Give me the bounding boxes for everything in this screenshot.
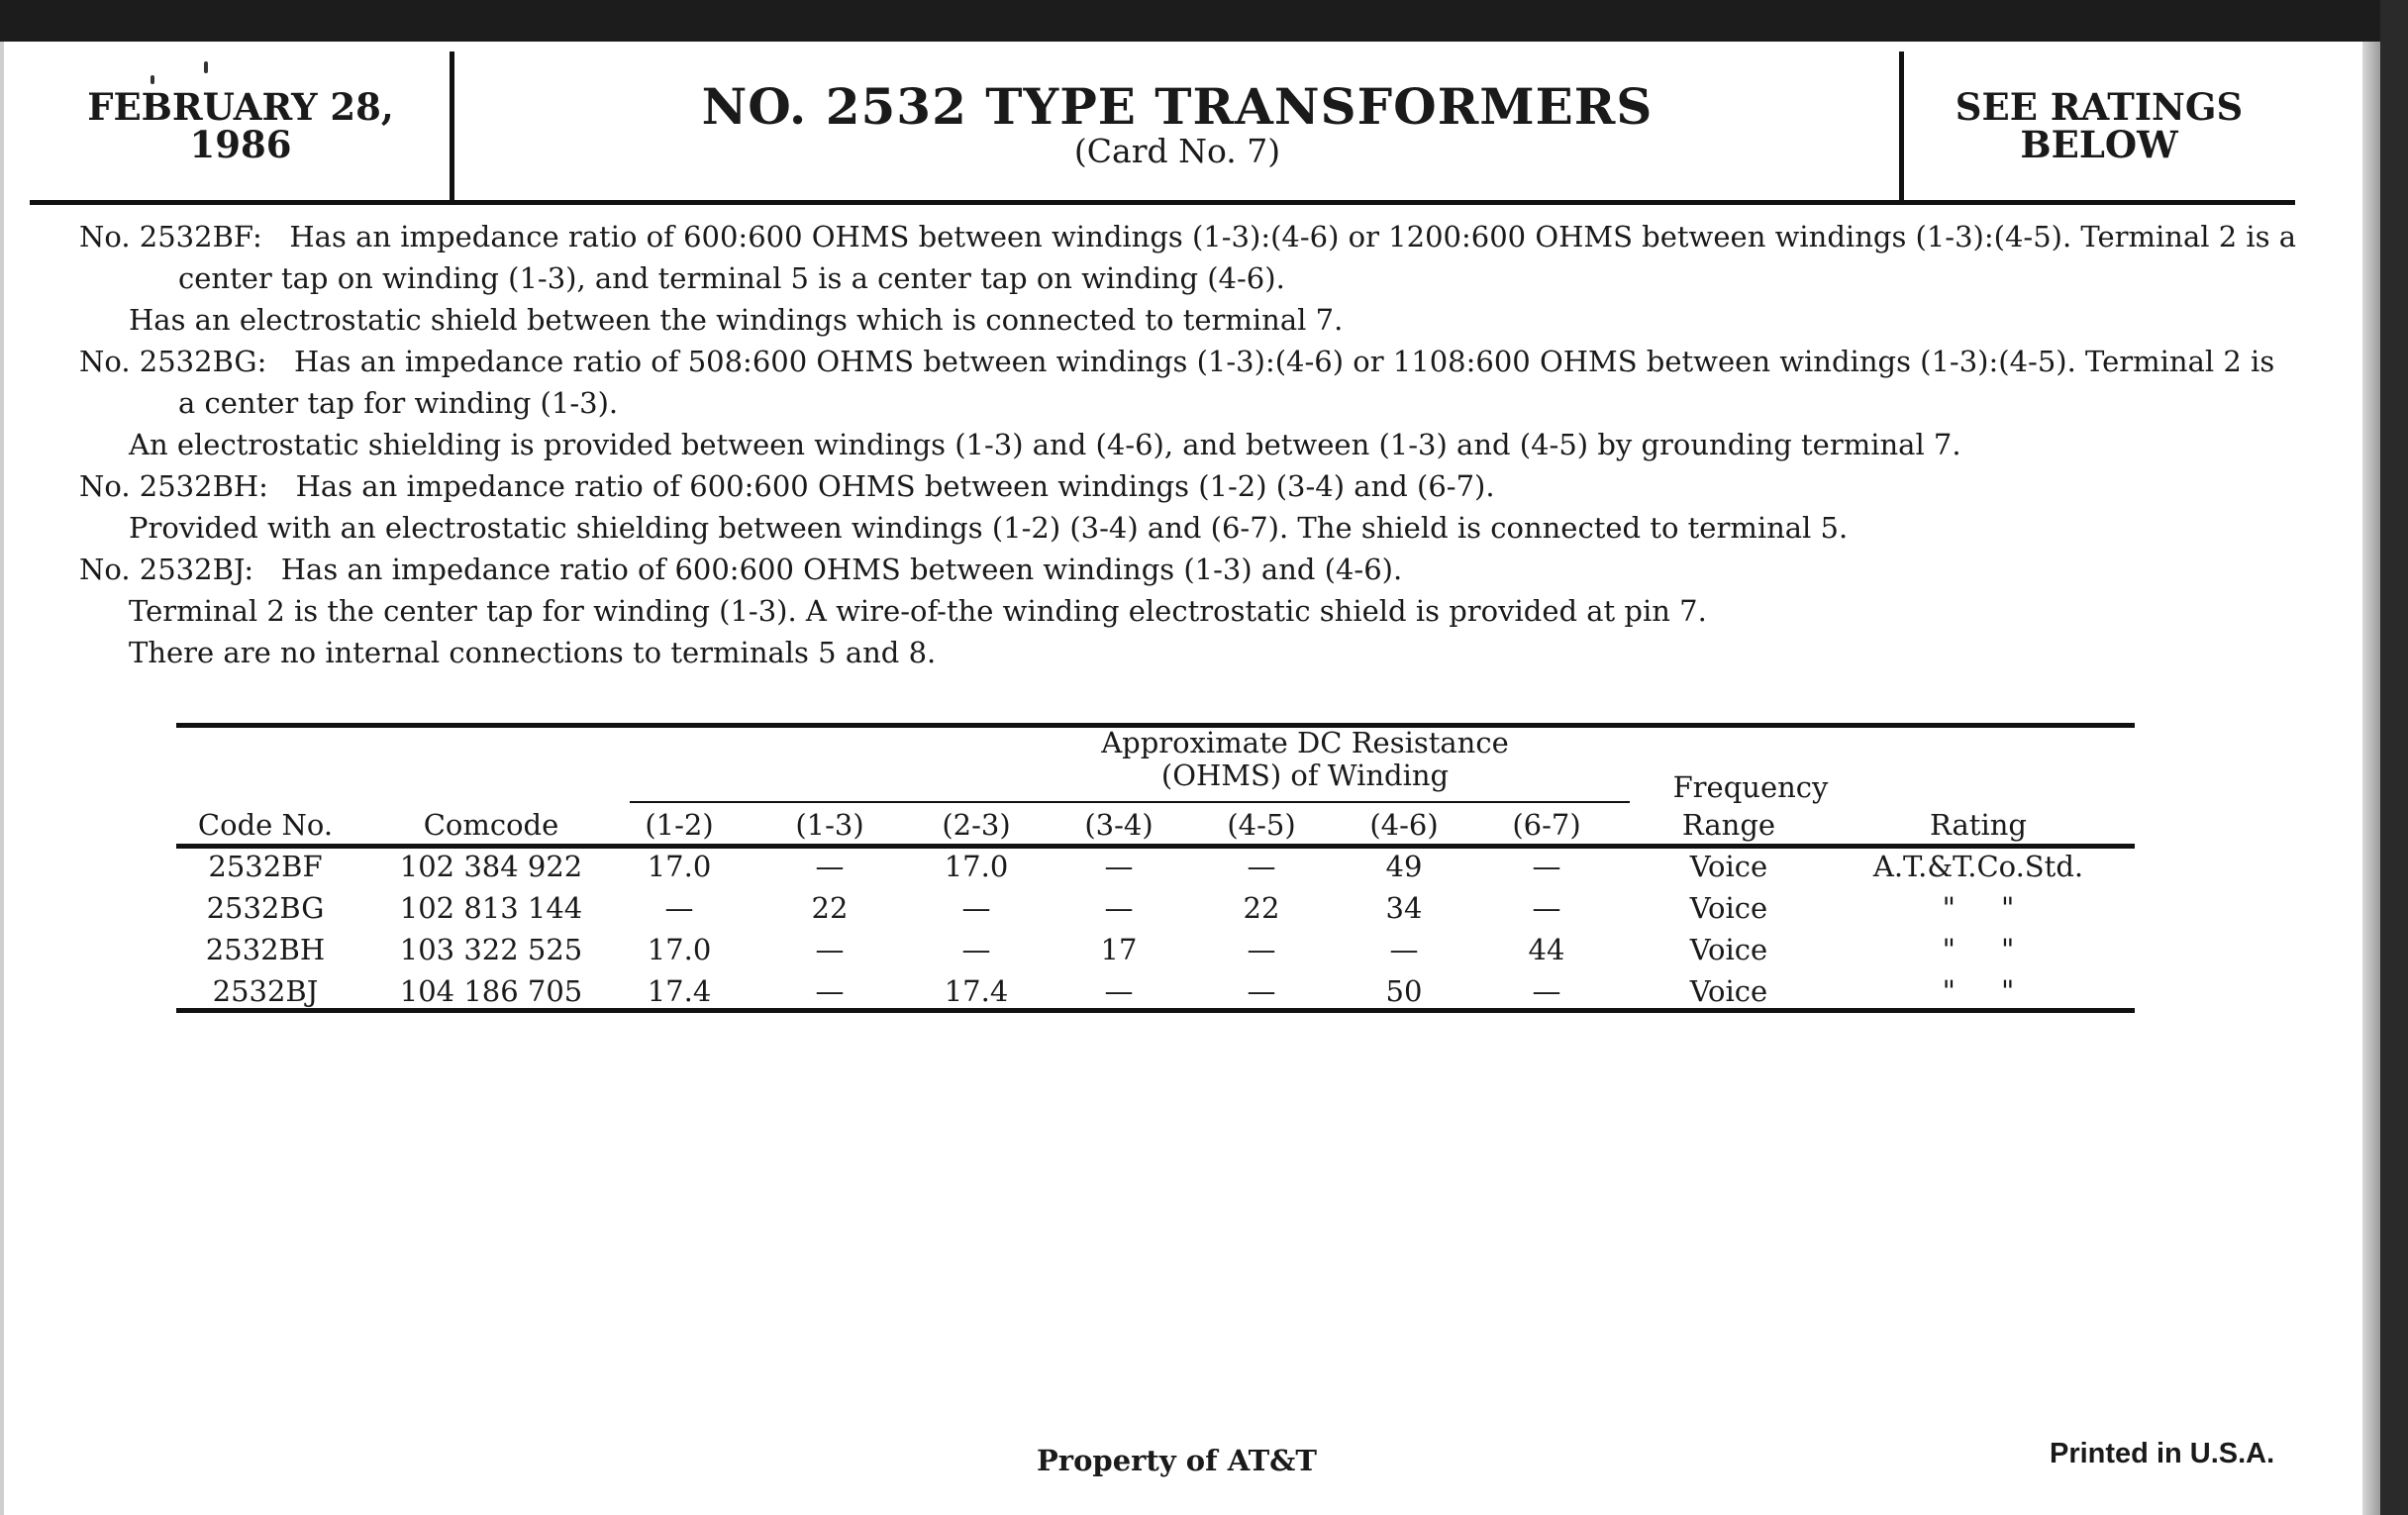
page-title: NO. 2532 TYPE TRANSFORMERS bbox=[701, 77, 1654, 136]
description-note: Has an electrostatic shield between the windings which is connected to terminal 7. bbox=[129, 303, 1344, 337]
card-number: (Card No. 7) bbox=[1073, 132, 1281, 170]
table-cell-winding-4-5: — bbox=[1247, 933, 1276, 966]
table-cell-winding-1-3: — bbox=[815, 850, 845, 883]
description-block bbox=[79, 216, 2297, 673]
table-cell-winding-1-2: — bbox=[664, 891, 694, 925]
table-cell-winding-4-6: 50 bbox=[1385, 974, 1423, 1008]
header-divider bbox=[450, 51, 454, 200]
table-cell-winding-3-4: — bbox=[1104, 974, 1134, 1008]
resistance-group-underline bbox=[630, 801, 1630, 803]
table-cell-winding-4-5: 22 bbox=[1243, 891, 1280, 925]
table-cell-comcode: 102 813 144 bbox=[399, 891, 583, 925]
table-cell-winding-1-3: — bbox=[815, 933, 845, 966]
header-bottom-rule bbox=[176, 844, 2135, 849]
header-title bbox=[455, 51, 1899, 200]
table-bottom-rule bbox=[176, 1008, 2135, 1013]
scan-edge-shadow bbox=[2362, 42, 2380, 1515]
table-cell-rating: " " bbox=[1942, 974, 2015, 1008]
table-cell-winding-6-7: 44 bbox=[1528, 933, 1565, 966]
header-ratings: SEE RATINGS BELOW bbox=[1955, 85, 2244, 166]
table-cell-frequency-range: Voice bbox=[1689, 891, 1768, 925]
table-cell-code-no: 2532BH bbox=[205, 933, 326, 966]
table-cell-code-no: 2532BF bbox=[208, 850, 323, 883]
footer-property: Property of AT&T bbox=[1037, 1444, 1317, 1477]
column-header-winding-3-4: (3-4) bbox=[1084, 808, 1154, 842]
table-cell-comcode: 103 322 525 bbox=[399, 933, 583, 966]
table-cell-winding-1-3: — bbox=[815, 974, 845, 1008]
header-rule bbox=[30, 200, 2295, 205]
scan-border-top bbox=[0, 0, 2408, 42]
table-cell-code-no: 2532BJ bbox=[212, 974, 319, 1008]
table-cell-winding-4-6: 34 bbox=[1385, 891, 1423, 925]
description-note: Provided with an electrostatic shielding between windings (1-2) (3-4) and (6-7). The shield is connected to terminal 5. bbox=[129, 511, 1849, 545]
column-header-winding-6-7: (6-7) bbox=[1512, 808, 1581, 842]
table-cell-winding-6-7: — bbox=[1532, 850, 1561, 883]
table-cell-winding-4-5: — bbox=[1247, 850, 1276, 883]
table-cell-winding-6-7: — bbox=[1532, 891, 1561, 925]
table-cell-winding-2-3: 17.0 bbox=[944, 850, 1009, 883]
table-cell-winding-4-6: — bbox=[1389, 933, 1419, 966]
table-cell-winding-3-4: — bbox=[1104, 891, 1134, 925]
description-note: An electrostatic shielding is provided between windings (1-3) and (4-6), and between (1-3) and (4-5) by grounding terminal 7. bbox=[129, 428, 1961, 461]
table-cell-winding-6-7: — bbox=[1532, 974, 1561, 1008]
column-header-winding-1-2: (1-2) bbox=[645, 808, 714, 842]
footer-printed: Printed in U.S.A. bbox=[2050, 1438, 2275, 1469]
table-cell-winding-1-2: 17.4 bbox=[647, 974, 712, 1008]
table-cell-rating: " " bbox=[1942, 891, 2015, 925]
table-cell-code-no: 2532BG bbox=[206, 891, 325, 925]
description-2532bg: No. 2532BG: Has an impedance ratio of 508:600 OHMS between windings (1-3):(4-6) or 1108:600 OHMS between windings (1-3):(4-5). Terminal 2 is a center tap for winding (1-3). bbox=[79, 345, 2275, 420]
column-header-frequency-range: Range bbox=[1681, 808, 1776, 842]
table-cell-winding-4-5: — bbox=[1247, 974, 1276, 1008]
table-cell-winding-2-3: — bbox=[961, 891, 991, 925]
description-note: There are no internal connections to terminals 5 and 8. bbox=[129, 636, 937, 669]
column-header-code-no: Code No. bbox=[197, 808, 334, 842]
column-header-winding-2-3: (2-3) bbox=[942, 808, 1011, 842]
column-header-winding-4-6: (4-6) bbox=[1369, 808, 1439, 842]
resistance-group-header: Approximate DC Resistance (OHMS) of Winding bbox=[1101, 726, 1509, 792]
scan-border-right bbox=[2380, 0, 2408, 1515]
table-cell-comcode: 104 186 705 bbox=[399, 974, 583, 1008]
column-header-comcode: Comcode bbox=[423, 808, 559, 842]
column-header-rating: Rating bbox=[1930, 808, 2027, 842]
table-cell-winding-3-4: — bbox=[1104, 850, 1134, 883]
resistance-table bbox=[176, 723, 2135, 1020]
table-cell-winding-4-6: 49 bbox=[1385, 850, 1423, 883]
frequency-header: Frequency bbox=[1672, 770, 1829, 804]
scan-border-left bbox=[0, 42, 4, 1515]
column-header-winding-1-3: (1-3) bbox=[795, 808, 864, 842]
table-cell-winding-1-2: 17.0 bbox=[647, 933, 712, 966]
table-cell-winding-2-3: — bbox=[961, 933, 991, 966]
table-cell-frequency-range: Voice bbox=[1689, 974, 1768, 1008]
header-date: FEBRUARY 28, 1986 bbox=[87, 85, 394, 166]
description-note: Terminal 2 is the center tap for winding (1-3). A wire-of-the winding electrostatic shield is provided at pin 7. bbox=[129, 594, 1707, 628]
table-cell-winding-2-3: 17.4 bbox=[944, 974, 1009, 1008]
table-cell-winding-3-4: 17 bbox=[1100, 933, 1138, 966]
table-cell-winding-1-2: 17.0 bbox=[647, 850, 712, 883]
card-header bbox=[30, 51, 2295, 202]
column-header-winding-4-5: (4-5) bbox=[1227, 808, 1296, 842]
description-2532bf: No. 2532BF: Has an impedance ratio of 600:600 OHMS between windings (1-3):(4-6) or 1200:600 OHMS between windings (1-3):(4-5). Terminal 2 is a center tap on winding (1-3), and terminal 5 is a center tap on winding (4-6). bbox=[79, 220, 2297, 295]
table-cell-rating: " " bbox=[1942, 933, 2015, 966]
table-cell-frequency-range: Voice bbox=[1689, 850, 1768, 883]
table-cell-comcode: 102 384 922 bbox=[399, 850, 583, 883]
description-2532bj: No. 2532BJ: Has an impedance ratio of 600:600 OHMS between windings (1-3) and (4-6). bbox=[79, 553, 1403, 586]
table-cell-rating: A.T.&T.Co.Std. bbox=[1872, 850, 2084, 883]
description-2532bh: No. 2532BH: Has an impedance ratio of 600:600 OHMS between windings (1-2) (3-4) and (6-7). bbox=[79, 469, 1495, 503]
table-cell-winding-1-3: 22 bbox=[811, 891, 849, 925]
table-cell-frequency-range: Voice bbox=[1689, 933, 1768, 966]
